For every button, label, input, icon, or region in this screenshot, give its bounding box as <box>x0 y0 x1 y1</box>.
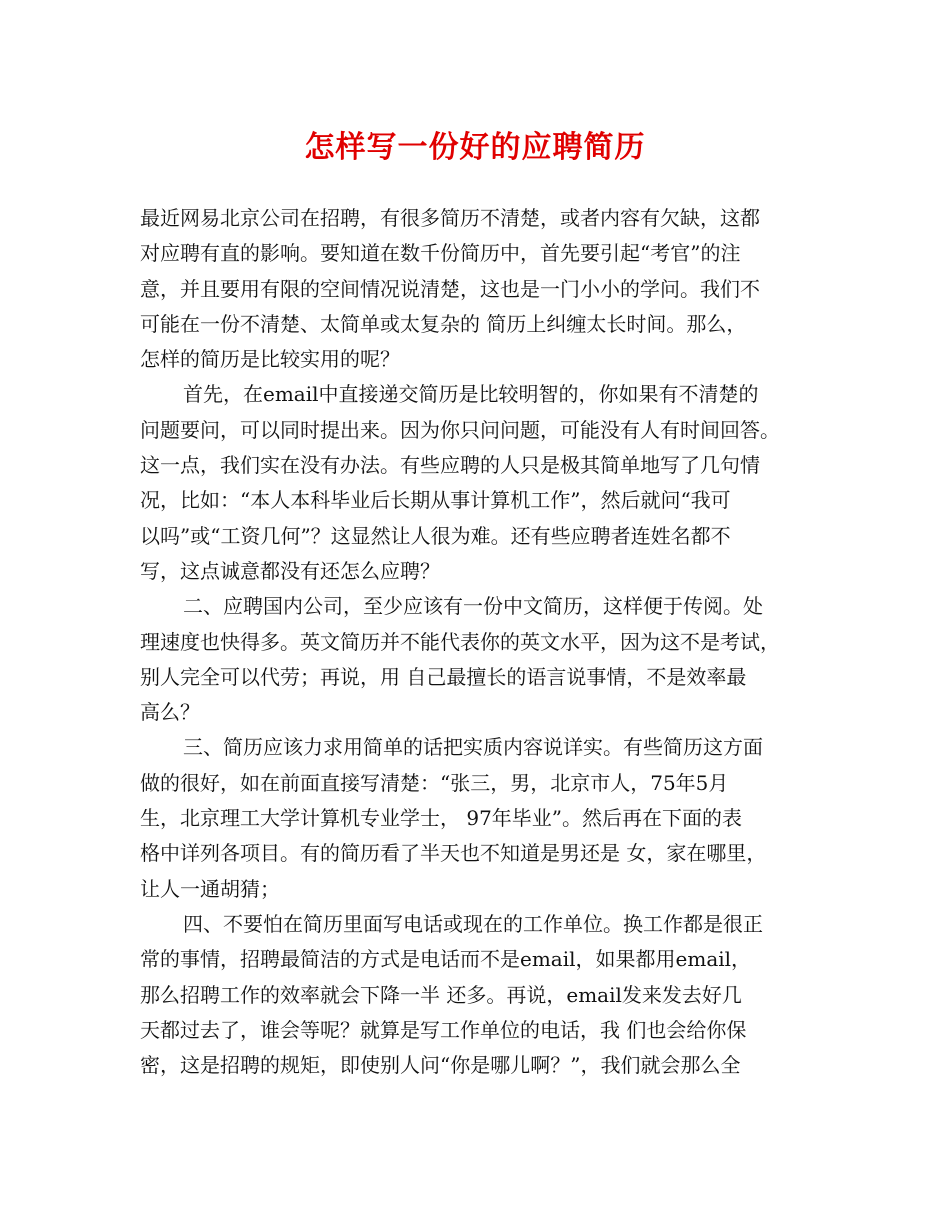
text-line: 那么招聘工作的效率就会下降一半 还多。再说，email发来发去好几 <box>140 982 742 1007</box>
text-line: 别人完全可以代劳；再说，用 自己最擅长的语言说事情，不是效率最 <box>140 664 747 689</box>
text-line: 意，并且要用有限的空间情况说清楚，这也是一门小小的学问。我们不 <box>140 276 760 301</box>
text-line: 对应聘有直的影响。要知道在数千份简历中，首先要引起“考官”的注 <box>140 241 741 266</box>
text-line: 怎样的简历是比较实用的呢？ <box>140 347 400 372</box>
text-line: 最近网易北京公司在招聘，有很多简历不清楚，或者内容有欠缺，这都 <box>140 206 760 230</box>
text-line: 以吗”或“工资几何”？这显然让人很为难。还有些应聘者连姓名都不 <box>140 523 731 548</box>
text-line: 首先，在email中直接递交简历是比较明智的，你如果有不清楚的 <box>183 382 759 407</box>
text-line: 生，北京理工大学计算机专业学士， 97年毕业”。然后再在下面的表 <box>140 806 743 831</box>
document-body <box>140 201 830 1083</box>
text-line: 这一点，我们实在没有办法。有些应聘的人只是极其简单地写了几句情 <box>140 453 760 478</box>
text-line: 写，这点诚意都没有还怎么应聘？ <box>140 558 440 583</box>
text-line: 格中详列各项目。有的简历看了半天也不知道是男还是 女，家在哪里， <box>140 841 767 866</box>
text-line: 做的很好，如在前面直接写清楚：“张三，男，北京市人，75年5月 <box>140 770 729 795</box>
text-line: 天都过去了，谁会等呢？就算是写工作单位的电话，我 们也会给你保 <box>140 1017 747 1042</box>
text-line: 四、不要怕在简历里面写电话或现在的工作单位。换工作都是很正 <box>183 911 763 936</box>
text-line: 高么？ <box>140 700 200 725</box>
text-line: 三、简历应该力求用简单的话把实质内容说详实。有些简历这方面 <box>183 735 763 760</box>
text-line: 理速度也快得多。英文简历并不能代表你的英文水平，因为这不是考试， <box>140 629 780 654</box>
document-title: 怎样写一份好的应聘简历 <box>304 130 646 165</box>
text-line: 二、应聘国内公司，至少应该有一份中文简历，这样便于传阅。处 <box>183 594 763 619</box>
text-line: 让人一通胡猜； <box>140 876 280 901</box>
text-line: 常的事情，招聘最简洁的方式是电话而不是email，如果都用email， <box>140 947 752 972</box>
text-line: 密，这是招聘的规矩，即使别人问“你是哪儿啊？”，我们就会那么全 <box>140 1053 741 1078</box>
text-line: 况，比如：“本人本科毕业后长期从事计算机工作”，然后就问“我可 <box>140 488 731 513</box>
text-line: 可能在一份不清楚、太简单或太复杂的 简历上纠缠太长时间。那么， <box>140 311 747 336</box>
text-line: 问题要问，可以同时提出来。因为你只问问题，可能没有人有时间回答。 <box>140 417 780 442</box>
